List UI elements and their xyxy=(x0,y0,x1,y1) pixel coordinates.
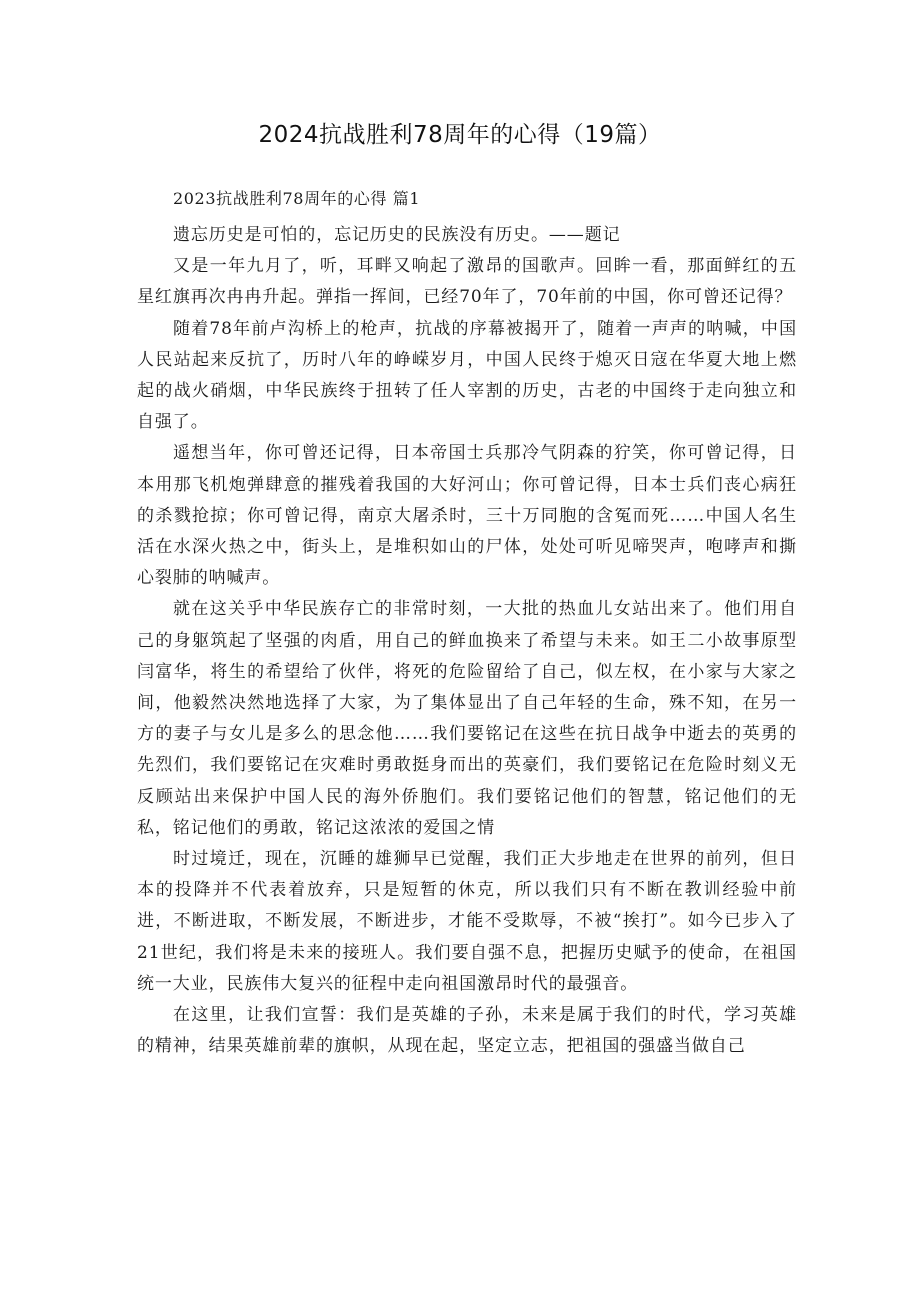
paragraph: 随着78年前卢沟桥上的枪声，抗战的序幕被揭开了，随着一声声的呐喊，中国人民站起来反抗了，历时八年的峥嵘岁月，中国人民终于熄灭日寇在华夏大地上燃起的战火硝烟，中华民族终于扭转了任人宰割的历史，古老的中国终于走向独立和自强了。 xyxy=(137,318,797,433)
paragraph-epigraph: 遗忘历史是可怕的，忘记历史的民族没有历史。——题记 xyxy=(173,225,621,245)
section-heading: 2023抗战胜利78周年的心得 篇1 xyxy=(173,189,421,208)
paragraph: 就在这关乎中华民族存亡的非常时刻，一大批的热血儿女站出来了。他们用自己的身躯筑起了坚强的肉盾，用自己的鲜血换来了希望与未来。如王二小故事原型闫富华，将生的希望给了伙伴，将死的危险留给了自己，似左权，在小家与大家之间，他毅然决然地选择了大家，为了集体显出了自己年轻的生命，殊不知，在另一方的妻子与女儿是多么的思念他……我们要铭记在这些在抗日战争中逝去的英勇的先烈们，我们要铭记在灾难时勇敢挺身而出的英豪们，我们要铭记在危险时刻义无反顾站出来保护中国人民的海外侨胞们。我们要铭记他们的智慧，铭记他们的无私，铭记他们的勇敢，铭记这浓浓的爱国之情 xyxy=(137,599,797,838)
paragraph: 在这里，让我们宣誓：我们是英雄的子孙，未来是属于我们的时代，学习英雄的精神，结果英雄前辈的旗帜，从现在起，坚定立志，把祖国的强盛当做自己 xyxy=(137,1005,797,1057)
paragraph: 又是一年九月了，听，耳畔又响起了激昂的国歌声。回眸一看，那面鲜红的五星红旗再次冉冉升起。弹指一挥间，已经70年了，70年前的中国，你可曾还记得？ xyxy=(137,256,797,308)
document-body xyxy=(137,220,797,1062)
paragraph: 遥想当年，你可曾还记得，日本帝国士兵那冷气阴森的狞笑，你可曾记得，日本用那飞机炮弹肆意的摧残着我国的大好河山；你可曾记得，日本士兵们丧心病狂的杀戮抢掠；你可曾记得，南京大屠杀时，三十万同胞的含冤而死……中国人名生活在水深火热之中，街头上，是堆积如山的尸体，处处可听见啼哭声，咆哮声和撕心裂肺的呐喊声。 xyxy=(137,443,797,589)
paragraph: 时过境迁，现在，沉睡的雄狮早已觉醒，我们正大步地走在世界的前列，但日本的投降并不代表着放弃，只是短暂的休克，所以我们只有不断在教训经验中前进，不断进取，不断发展，不断进步，才能不受欺辱，不被“挨打”。如今已步入了21世纪，我们将是未来的接班人。我们要自强不息，把握历史赋予的使命，在祖国统一大业，民族伟大复兴的征程中走向祖国激昂时代的最强音。 xyxy=(137,849,797,994)
document-title: 2024抗战胜利78周年的心得（19篇） xyxy=(258,122,662,148)
